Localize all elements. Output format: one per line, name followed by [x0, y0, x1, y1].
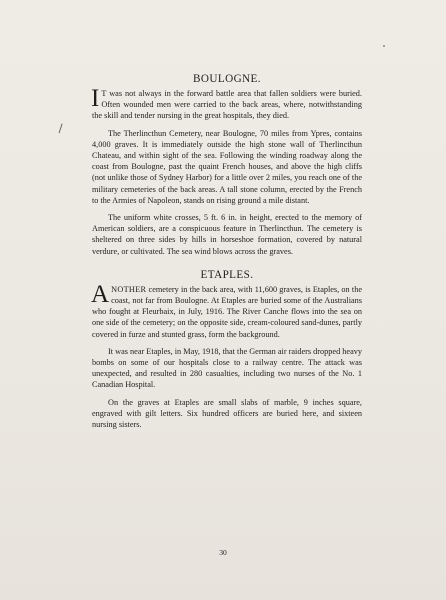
- drop-cap-a: A: [91, 280, 110, 308]
- boulogne-paragraph-1: [91, 85, 362, 122]
- drop-cap-i: I: [91, 85, 100, 112]
- section-heading-etaples: ETAPLES.: [200, 268, 254, 281]
- etaples-paragraph-1: [91, 280, 362, 340]
- page-text: [92, 73, 362, 430]
- paper-speck: [383, 45, 385, 47]
- etaples-paragraph-2: It was near Etaples, in May, 1918, that the German air raiders dropped heavy bombs on some of our hospitals close to a railway centre. The attack was unexpected, and resulted in 280 casualties, including two nurses of the No. 1 Canadian Hospital.: [92, 346, 362, 390]
- etaples-paragraph-3: On the graves at Etaples are small slabs of marble, 9 inches square, engraved with gilt letters. Six hundred officers are buried here, and sixteen nursing sisters.: [92, 397, 362, 430]
- boulogne-paragraph-1-text: T was not always in the forward battle area that fallen soldiers were buried. Often wounded men were carried to the back areas, where, notwithstanding the skill and tender nursing in the great hospitals, they died.: [92, 89, 362, 121]
- pencil-mark: [59, 123, 67, 134]
- etaples-paragraph-1-caps: NOTHER: [111, 284, 147, 294]
- boulogne-paragraph-2: The Therlincthun Cemetery, near Boulogne, 70 miles from Ypres, contains 4,000 graves. It is immediately outside the high stone wall of Therlincthun Chateau, and within sight of the sea. Following the winding roadway along the coast from Boulogne, past the quaint French houses, and above the high cliffs (not unlike those of Sydney Harbor) for a little over 2 miles, you reach one of the military cemeteries of the back areas. A tall stone column, erected by the French to the Armies of Napoleon, stands on rising ground a mile distant.: [92, 128, 362, 205]
- etaples-paragraph-1-text: cemetery in the back area, with 11,600 graves, is Etaples, on the coast, not far from Boulogne. At Etaples are buried some of the Australians who fought at Fleurbaix, in July, 1916. The River Canche flows into the sea on one side of the cemetery; on the opposite side, cream-coloured sand-dunes, partly covered in furze and stunted grass, form the background.: [92, 284, 362, 339]
- boulogne-paragraph-3: The uniform white crosses, 5 ft. 6 in. in height, erected to the memory of American soldiers, are a conspicuous feature in Therlincthun. The cemetery is sheltered on three sides by hills in horseshoe formation, covered by natural verdure, or cultivated. The sea wind blows across the graves.: [92, 213, 362, 256]
- section-heading-boulogne: BOULOGNE.: [193, 73, 261, 85]
- page-number: 30: [219, 548, 227, 557]
